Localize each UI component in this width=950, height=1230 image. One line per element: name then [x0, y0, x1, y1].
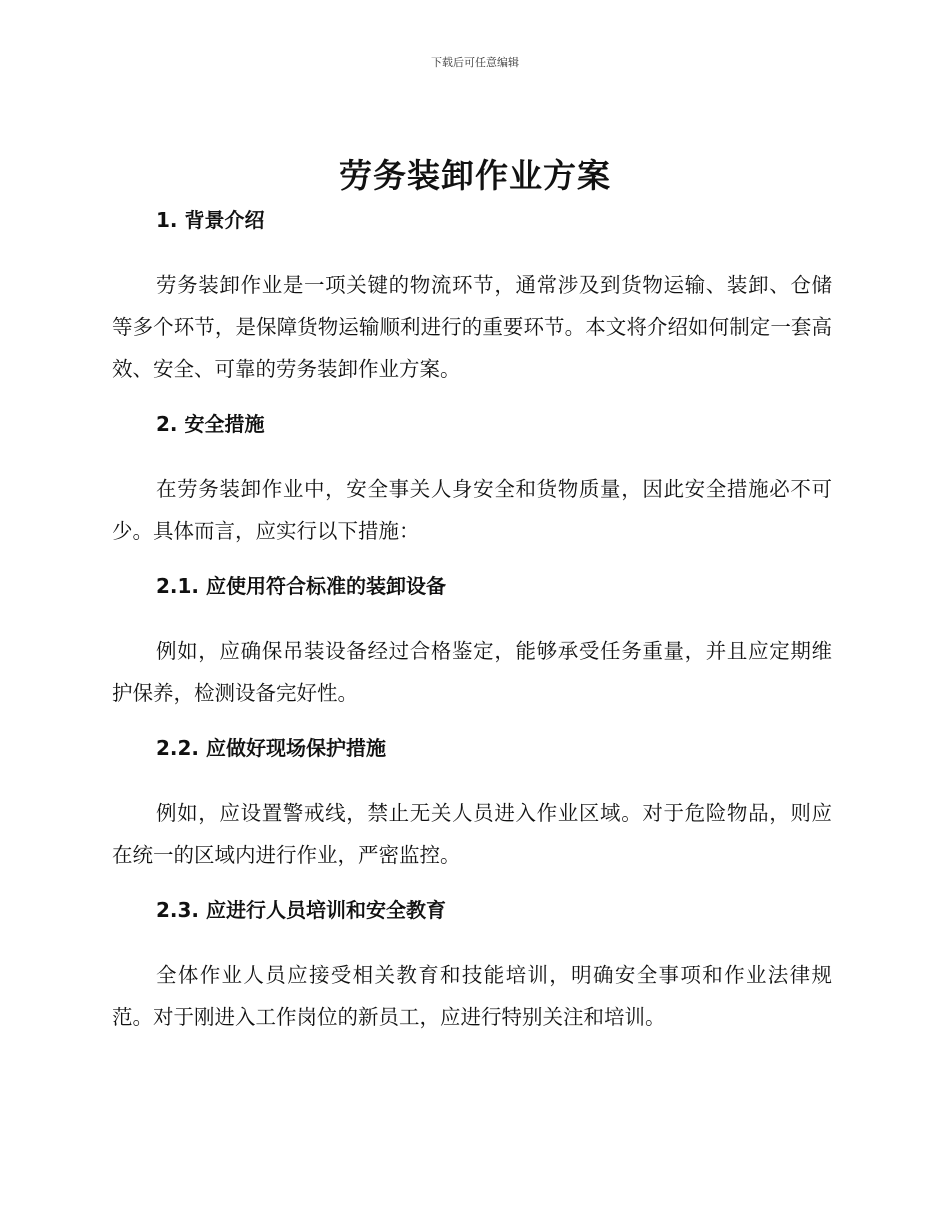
- section-body-background: 劳务装卸作业是一项关键的物流环节，通常涉及到货物运输、装卸、仓储等多个环节，是保障货物运输顺利进行的重要环节。本文将介绍如何制定一套高效、安全、可靠的劳务装卸作业方案。: [112, 273, 832, 381]
- section-body-equipment: 例如，应确保吊装设备经过合格鉴定，能够承受任务重量，并且应定期维护保养，检测设备完好性。: [112, 639, 832, 705]
- section-body-safety: 在劳务装卸作业中，安全事关人身安全和货物质量，因此安全措施必不可少。具体而言，应实行以下措施：: [112, 477, 832, 543]
- document-title: 劳务装卸作业方案: [339, 156, 611, 195]
- section-heading-site-protection: 2.2. 应做好现场保护措施: [156, 736, 386, 760]
- section-body-site-protection: 例如，应设置警戒线，禁止无关人员进入作业区域。对于危险物品，则应在统一的区域内进行作业，严密监控。: [112, 801, 832, 867]
- section-heading-equipment: 2.1. 应使用符合标准的装卸设备: [156, 574, 446, 598]
- section-body-training: 全体作业人员应接受相关教育和技能培训，明确安全事项和作业法律规范。对于刚进入工作岗位的新员工，应进行特别关注和培训。: [112, 963, 832, 1029]
- page-header: 下载后可任意编辑: [431, 56, 519, 69]
- section-heading-training: 2.3. 应进行人员培训和安全教育: [156, 898, 446, 922]
- section-heading-background: 1. 背景介绍: [156, 208, 265, 232]
- section-heading-safety: 2. 安全措施: [156, 412, 265, 436]
- document-body: [112, 206, 832, 1038]
